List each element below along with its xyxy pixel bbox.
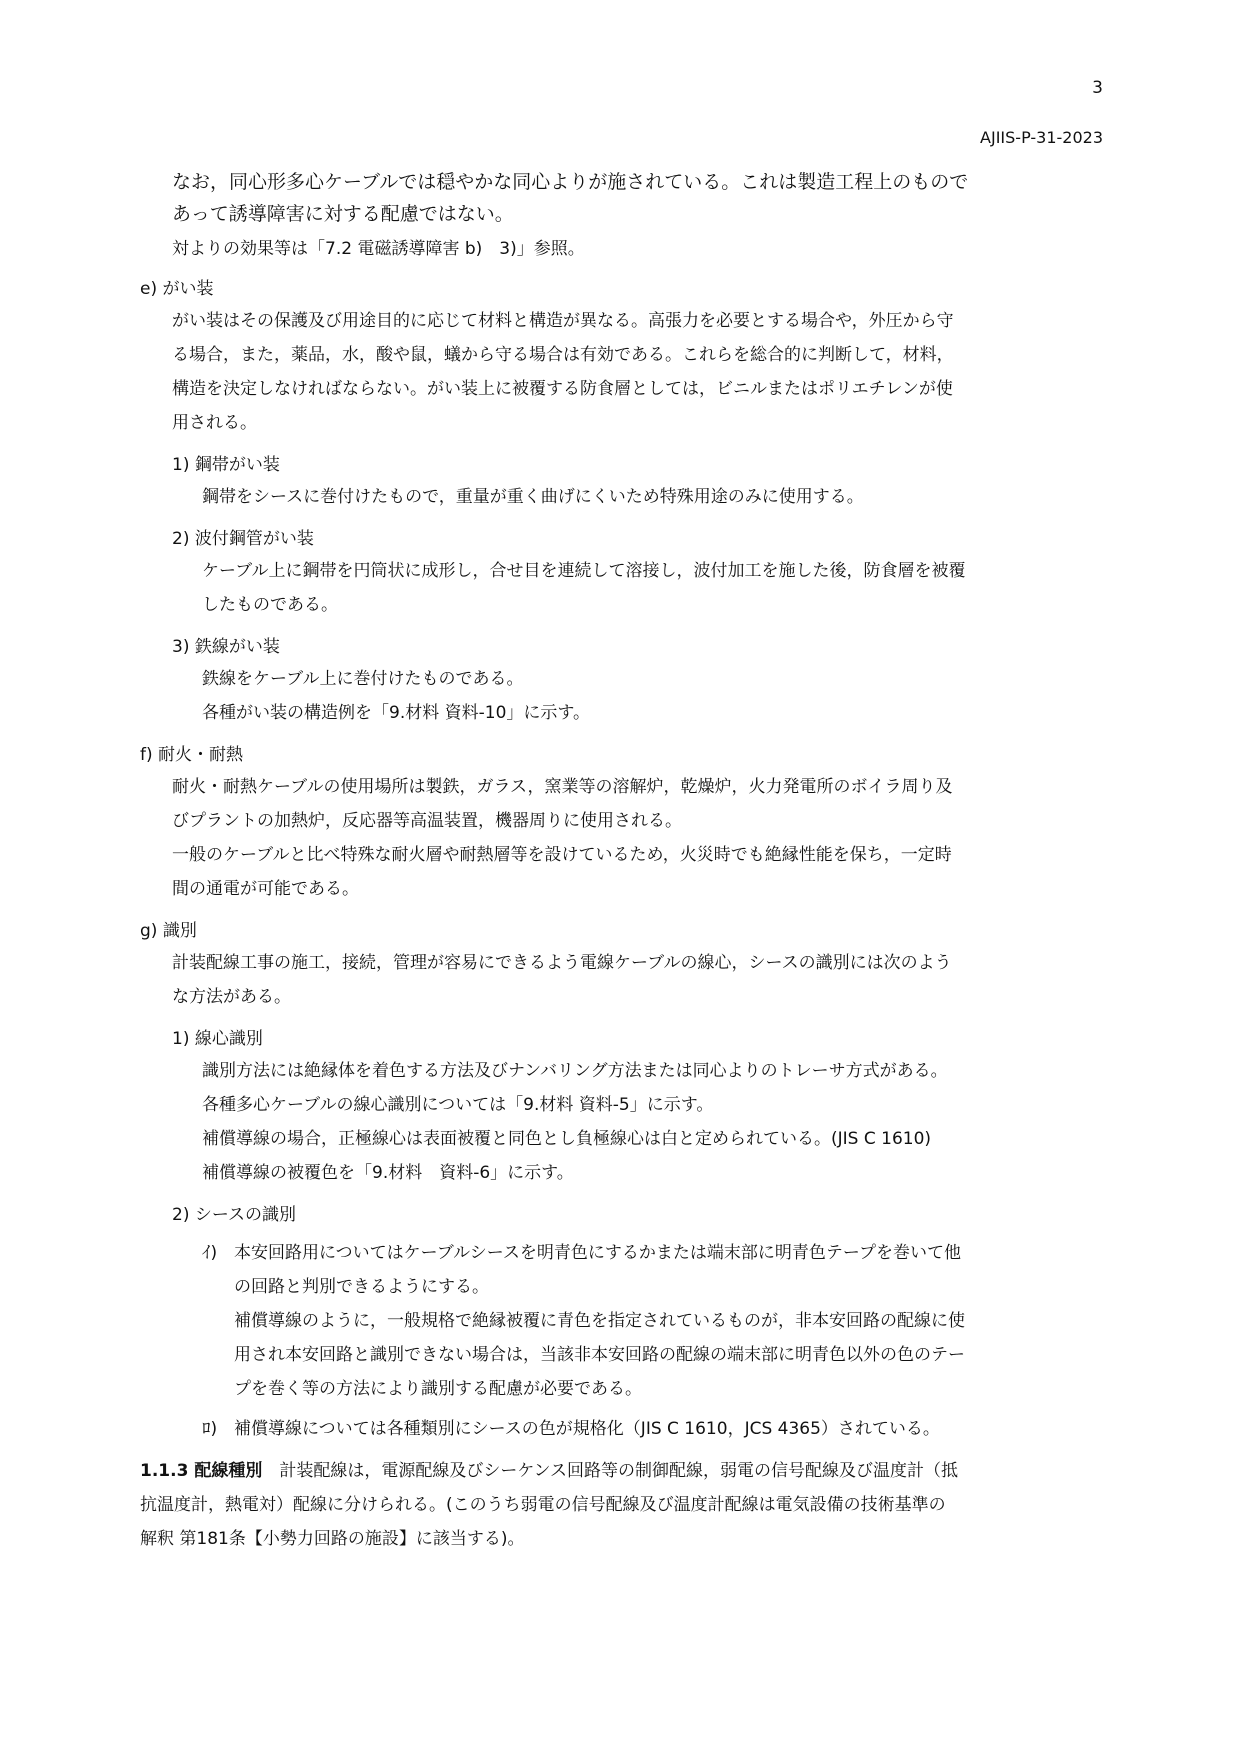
item-body-line: 識別方法には絶縁体を着色する方法及びナンバリング方法または同心よりのトレーサ方式がある。 <box>202 1061 948 1081</box>
intro-reference: 対よりの効果等は「7.2 電磁誘導障害 b) 3)」参照。 <box>172 239 585 259</box>
document-id: AJIIS-P-31-2023 <box>980 128 1103 147</box>
section-f-body: 耐火・耐熱ケーブルの使用場所は製鉄，ガラス，窯業等の溶解炉，乾燥炉，火力発電所のボイラ周り及 びプラントの加熱炉，反応器等高温装置，機器周りに使用される。 一般のケーブルと比べ特殊な耐火層や耐熱層等を設けているため，火災時でも絶縁性能を保ち，一定時 間の通電が可能である。 <box>172 777 953 899</box>
item-body: ケーブル上に鋼帯を円筒状に成形し，合せ目を連続して溶接し，波付加工を施した後，防食層を被覆 したものである。 <box>202 561 966 615</box>
intro-paragraph: なお，同心形多心ケーブルでは穏やかな同心よりが施されている。これは製造工程上のもので あって誘導障害に対する配慮ではない。 <box>172 171 969 225</box>
section-e-body: がい装はその保護及び用途目的に応じて材料と構造が異なる。高張力を必要とする場合や，外圧から守 る場合，また，薬品，水，酸や鼠，蟻から守る場合は有効である。これらを総合的に判断して，材料， 構造を決定しなければならない。がい装上に被覆する防食層としては，ビニルまたはポリエチレンが使 用される。 <box>172 311 954 433</box>
sub-item-i <box>140 1236 1100 1304</box>
sub-item-note: 補償導線のように，一般規格で絶縁被覆に青色を指定されているものが，非本安回路の配線に使 用され本安回路と識別できない場合は，当該非本安回路の配線の端末部に明青色以外の色のテー プを巻く等の方法により識別する配慮が必要である。 <box>234 1311 965 1399</box>
item-body: 鋼帯をシースに巻付けたもので，重量が重く曲げにくいため特殊用途のみに使用する。 <box>202 487 864 507</box>
sub-item-marker: ｲ) <box>202 1243 218 1263</box>
item-body-line: 補償導線の被覆色を「9.材料 資料-6」に示す。 <box>202 1163 574 1183</box>
sub-item-marker: ﾛ) <box>202 1419 218 1439</box>
section-1-1-3-text: 計装配線は，電源配線及びシーケンス回路等の制御配線，弱電の信号配線及び温度計（抵 抗温度計，熱電対）配線に分けられる。(このうち弱電の信号配線及び温度計配線は電気設備の技術基準の 解釈 第181条【小勢力回路の施設】に該当する)。 <box>140 1461 958 1549</box>
section-e-heading: e) がい装 <box>140 279 214 299</box>
item-heading: 1) 線心識別 <box>172 1029 263 1049</box>
page-content <box>140 166 1100 1556</box>
item-heading: 2) シースの識別 <box>172 1205 297 1225</box>
item-heading: 1) 鋼帯がい装 <box>172 455 280 475</box>
item-body-line: 各種多心ケーブルの線心識別については「9.材料 資料-5」に示す。 <box>202 1095 714 1115</box>
section-g-heading: g) 識別 <box>140 921 197 941</box>
section-f-heading: f) 耐火・耐熱 <box>140 745 244 765</box>
section-1-1-3 <box>140 1454 1100 1556</box>
item-heading: 2) 波付鋼管がい装 <box>172 529 314 549</box>
section-1-1-3-heading: 1.1.3 配線種別 <box>140 1461 263 1481</box>
page-number: 3 <box>1092 78 1103 98</box>
sub-item-text: 補償導線については各種類別にシースの色が規格化（JIS C 1610，JCS 4365）されている。 <box>234 1419 940 1439</box>
item-body: 鉄線をケーブル上に巻付けたものである。 各種がい装の構造例を「9.材料 資料-10」に示す。 <box>202 669 591 723</box>
sub-item-text: 本安回路用についてはケーブルシースを明青色にするかまたは端末部に明青色テープを巻いて他 <box>234 1243 962 1263</box>
section-g-body: 計装配線工事の施工，接続，管理が容易にできるよう電線ケーブルの線心，シースの識別には次のよう な方法がある。 <box>172 953 952 1007</box>
item-body-line: 補償導線の場合，正極線心は表面被覆と同色とし負極線心は白と定められている。(JIS C 1610) <box>202 1129 932 1149</box>
sub-item-text-continued: の回路と判別できるようにする。 <box>234 1277 489 1297</box>
item-heading: 3) 鉄線がい装 <box>172 637 280 657</box>
sub-item-ro <box>140 1412 1100 1446</box>
